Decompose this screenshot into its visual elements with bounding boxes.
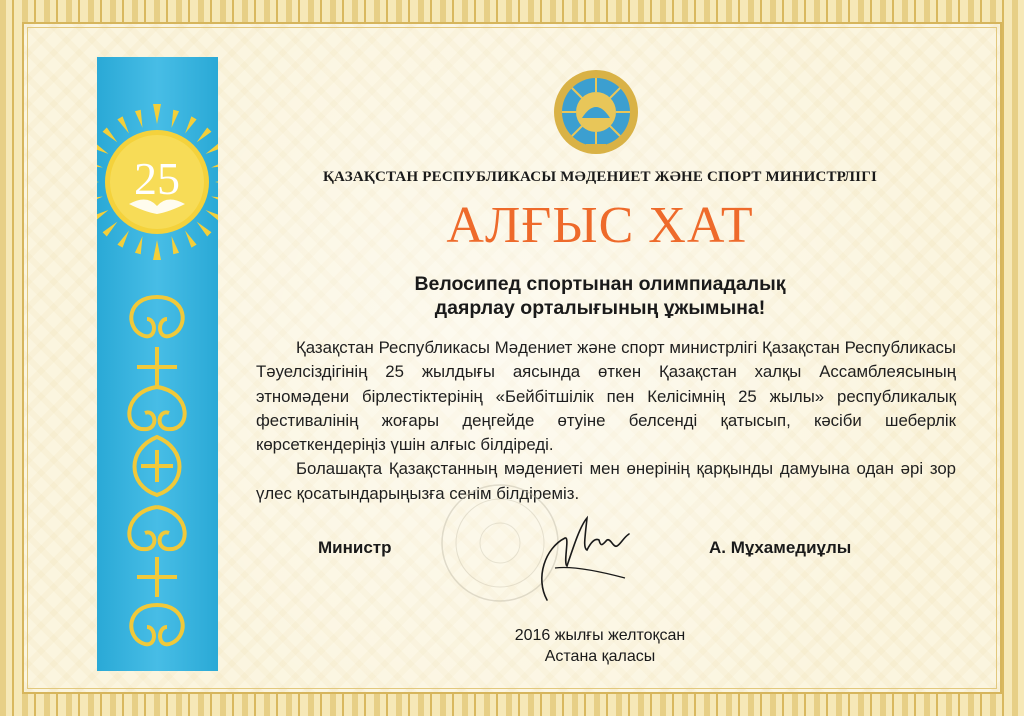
signatory-name: А. Мұхамедиұлы xyxy=(709,538,852,557)
body-paragraph-1: Қазақстан Республикасы Мәдениет және спорт министрлігі Қазақстан Республикасы Тәуелсіздігінің 25 жылдығы аясында өткен Қазақстан халқы Ассамблеясының этномәдени бірлестіктерінің «Бейбітшілік пен Келісімнің 25 жылы» республикалық фестивалінің жоғары деңгейде өтуіне белсенді қатысып, кәсіби шеберлік көрсеткендеріңіз үшін алғыс білдіреді. xyxy=(256,338,956,455)
state-emblem-icon xyxy=(552,66,640,158)
blue-ribbon xyxy=(97,57,218,671)
signatory-role: Министр xyxy=(318,538,392,557)
sun-badge-icon xyxy=(97,57,218,671)
handwritten-signature xyxy=(525,508,645,608)
badge-number: 25 xyxy=(134,153,180,204)
kazakh-ornament-icon xyxy=(129,297,184,644)
addressee-line-1: Велосипед спортынан олимпиадалық xyxy=(414,273,786,295)
document-title: АЛҒЫС ХАТ xyxy=(446,197,754,254)
issue-place: Астана қаласы xyxy=(544,648,656,665)
body-paragraph-2: Болашақта Қазақстанның мәдениеті мен өнерінің қарқынды дамуына одан әрі зор үлес қосатындарыңызға сенім білдіреміз. xyxy=(256,459,956,503)
issue-date: 2016 жылғы желтоқсан xyxy=(514,627,686,644)
letter-body xyxy=(256,336,956,506)
ministry-name: ҚАЗАҚСТАН РЕСПУБЛИКАСЫ МӘДЕНИЕТ ЖӘНЕ СПОРТ МИНИСТРЛІГІ xyxy=(322,169,877,185)
issue-date-place xyxy=(440,625,760,667)
addressee xyxy=(260,272,940,320)
addressee-line-2: даярлау орталығының ұжымына! xyxy=(434,297,766,319)
